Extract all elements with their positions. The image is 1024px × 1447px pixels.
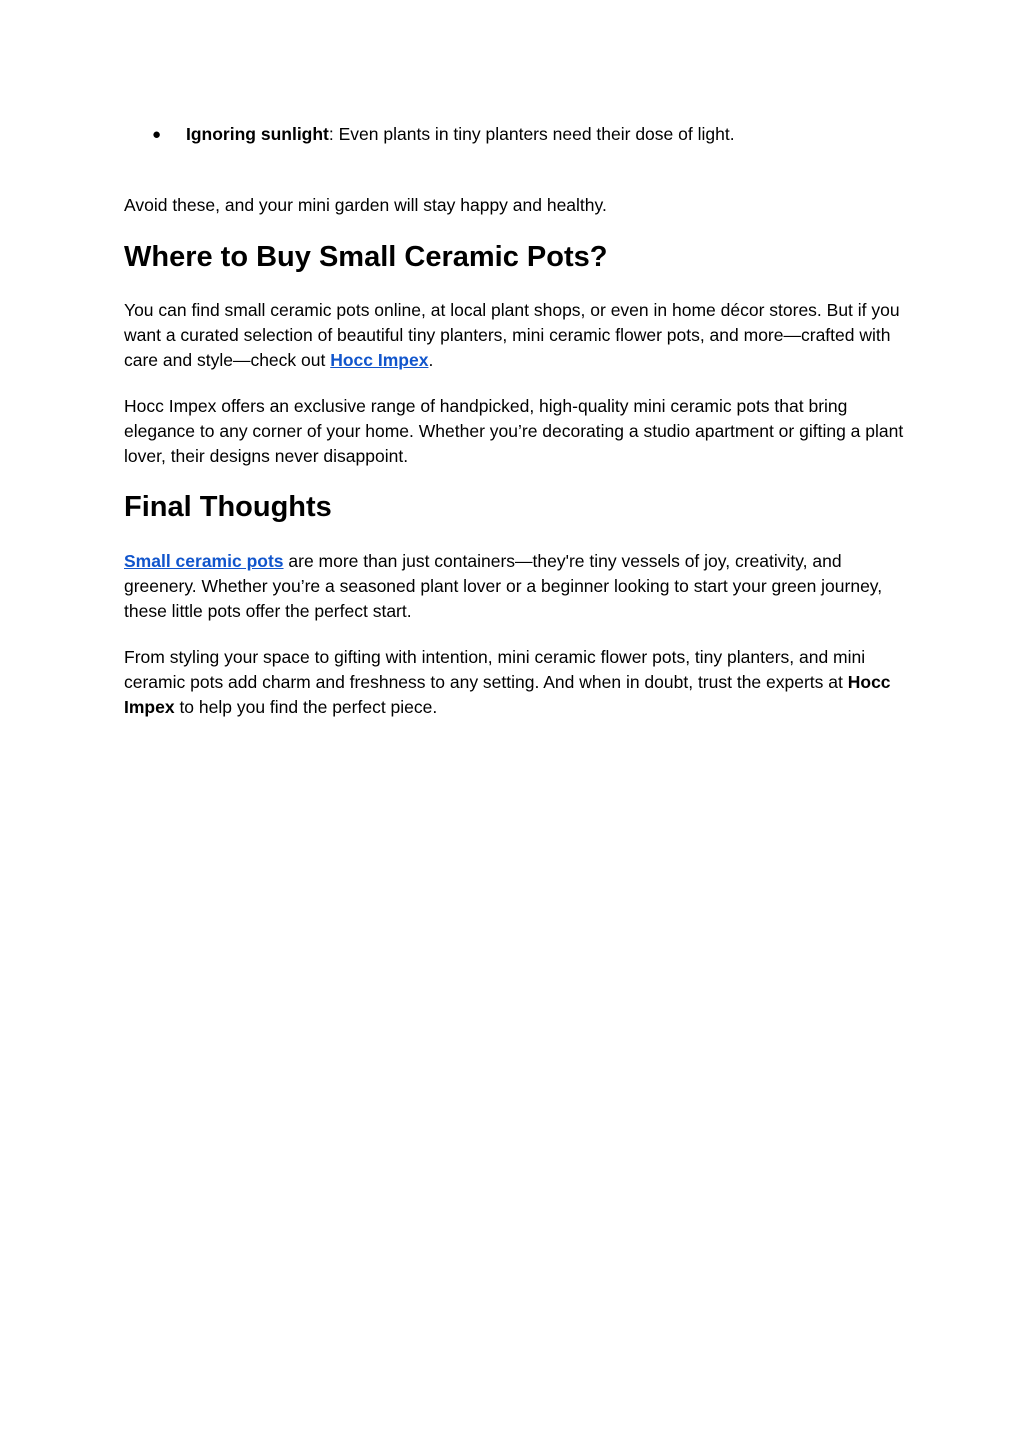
bullet-dot-icon: ● [152,126,162,143]
final-thoughts-paragraph-1 [124,549,914,624]
avoid-paragraph: Avoid these, and your mini garden will stay happy and healthy. [124,195,607,215]
final-p2-text: From styling your space to gifting with intention, mini ceramic flower pots, tiny planters, and mini ceramic pots add charm and freshness to any setting. And when in doubt, trust the experts at [124,647,866,692]
bullet-description: : Even plants in tiny planters need their dose of light. [328,124,735,144]
where-to-buy-paragraph-2: Hocc Impex offers an exclusive range of handpicked, high-quality mini ceramic pots that bring elegance to any corner of your home. Whether you’re decorating a studio apartment or gifting a plant lover, their designs never disappoint. [124,396,904,466]
final-p2-end: to help you find the perfect piece. [174,697,438,717]
bullet-term: Ignoring sunlight [186,124,329,144]
where-to-buy-heading: Where to Buy Small Ceramic Pots? [124,241,608,273]
hocc-impex-bold: Hocc Impex [124,672,891,717]
where-p1-period: . [428,350,434,370]
final-p1-text: are more than just containers—they're tiny vessels of joy, creativity, and greenery. Whether you’re a seasoned plant lover or a beginner looking to start your green journey, these little pots offer the perfect start. [124,551,883,621]
final-thoughts-heading: Final Thoughts [124,491,332,523]
small-ceramic-pots-link[interactable]: Small ceramic pots [124,551,284,571]
final-thoughts-paragraph-2 [124,645,914,720]
hocc-impex-link[interactable]: Hocc Impex [330,350,429,370]
where-to-buy-paragraph-1 [124,298,914,373]
bullet-text [186,122,735,147]
where-p1-text: You can find small ceramic pots online, at local plant shops, or even in home décor stores. But if you want a curated selection of beautiful tiny planters, mini ceramic flower pots, and more—crafted with care and style—check out [124,300,900,370]
